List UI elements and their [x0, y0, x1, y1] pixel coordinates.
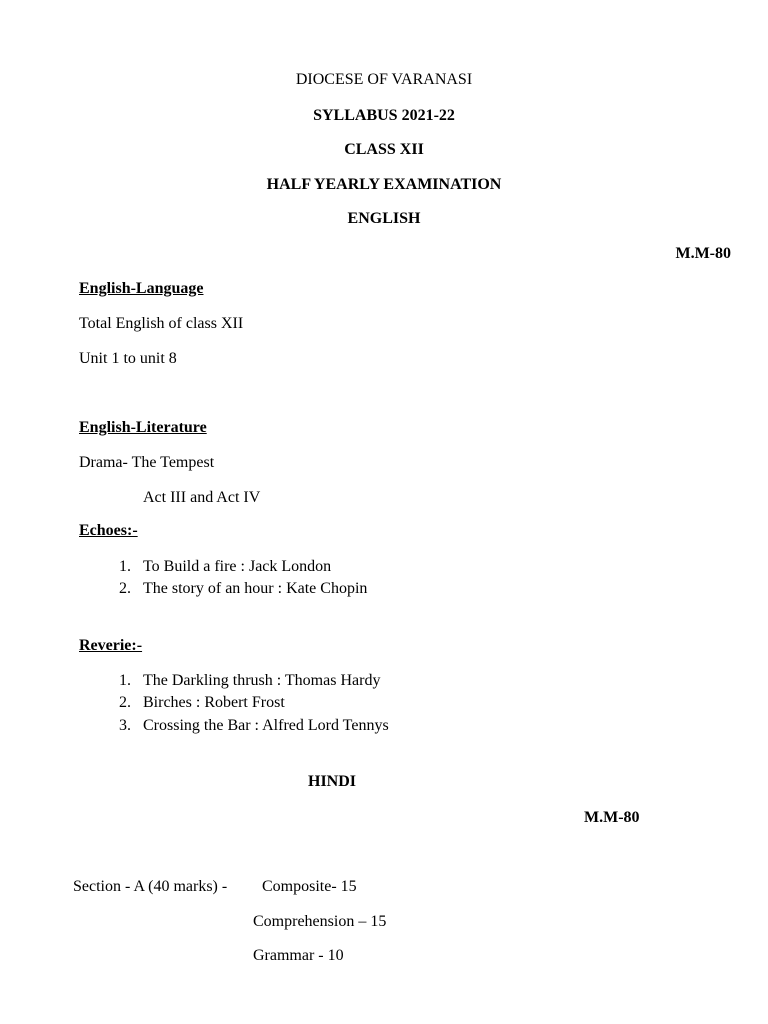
syllabus-year: SYLLABUS 2021-22: [313, 107, 455, 124]
list-item-text: The story of an hour : Kate Chopin: [143, 580, 368, 597]
english-max-marks: M.M-80: [675, 245, 731, 262]
hindi-component: Composite- 15: [262, 878, 357, 895]
list-item-text: Crossing the Bar : Alfred Lord Tennys: [143, 717, 389, 734]
english-literature-heading: English-Literature: [79, 419, 207, 436]
list-item-number: 1.: [119, 672, 131, 689]
hindi-max-marks: M.M-80: [584, 809, 640, 826]
list-item: [119, 716, 389, 736]
hindi-component: Comprehension – 15: [253, 913, 387, 930]
list-item-number: 2.: [119, 580, 131, 597]
list-item-text: The Darkling thrush : Thomas Hardy: [143, 672, 381, 689]
class-title: CLASS XII: [344, 141, 424, 158]
list-item: [119, 671, 380, 691]
list-item-text: To Build a fire : Jack London: [143, 558, 332, 575]
reverie-heading: Reverie:-: [79, 637, 143, 654]
exam-title: HALF YEARLY EXAMINATION: [266, 176, 502, 193]
list-item: [119, 557, 331, 577]
language-line: Unit 1 to unit 8: [79, 350, 177, 367]
subject-title: ENGLISH: [347, 210, 421, 227]
list-item-number: 1.: [119, 558, 131, 575]
hindi-component: Grammar - 10: [253, 947, 344, 964]
list-item: [119, 579, 367, 599]
hindi-section-a: Section - A (40 marks) -: [73, 878, 228, 895]
echoes-heading: Echoes:-: [79, 522, 138, 539]
language-line: Total English of class XII: [79, 315, 244, 332]
english-language-heading: English-Language: [79, 280, 204, 297]
list-item: [119, 693, 285, 713]
hindi-title: HINDI: [308, 773, 357, 790]
list-item-number: 2.: [119, 694, 131, 711]
diocese-title: DIOCESE OF VARANASI: [295, 71, 473, 88]
list-item-text: Birches : Robert Frost: [143, 694, 285, 711]
drama-line: Drama- The Tempest: [79, 454, 215, 471]
list-item-number: 3.: [119, 717, 131, 734]
drama-acts: Act III and Act IV: [143, 489, 261, 506]
